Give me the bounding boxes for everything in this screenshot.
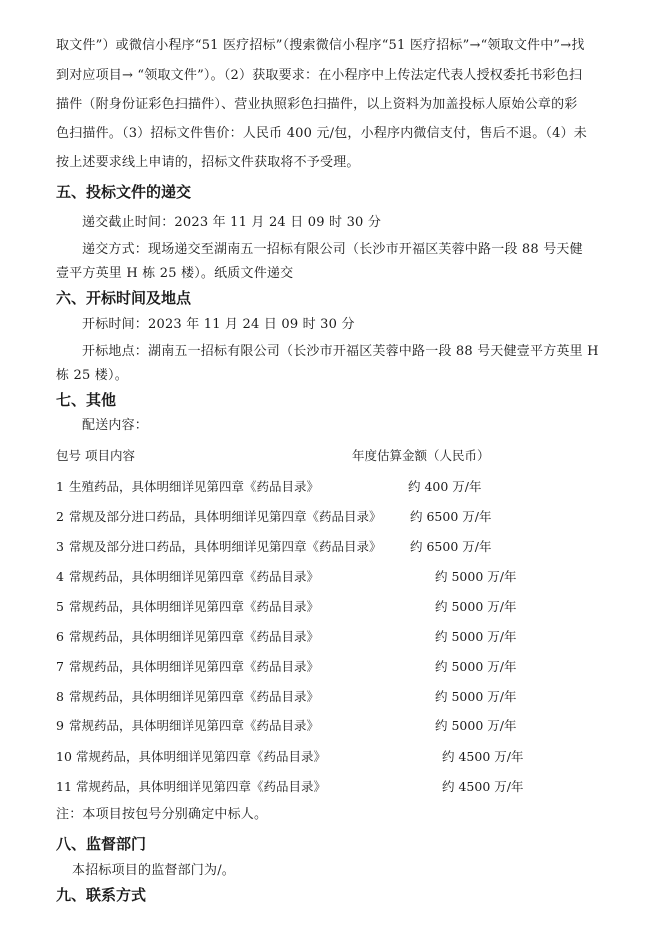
package-number: 7 bbox=[56, 659, 64, 674]
package-number: 4 bbox=[56, 569, 64, 584]
header-right: 年度估算金额（人民币） bbox=[352, 448, 490, 463]
submission-method-cont: 壹平方英里 H 栋 25 楼）。纸质文件递交 bbox=[56, 266, 294, 281]
intro-line: 描件（附身份证彩色扫描件）、营业执照彩色扫描件，以上资料为加盖投标人原始公章的彩 bbox=[56, 97, 578, 112]
opening-time: 开标时间：2023 年 11 月 24 日 09 时 30 分 bbox=[82, 317, 355, 332]
award-note: 注：本项目按包号分别确定中标人。 bbox=[56, 807, 268, 822]
package-content: 常规及部分进口药品，具体明细详见第四章《药品目录》 bbox=[69, 509, 382, 524]
package-amount: 约 5000 万/年 bbox=[435, 689, 517, 704]
package-content: 常规及部分进口药品，具体明细详见第四章《药品目录》 bbox=[69, 539, 382, 554]
package-content: 常规药品，具体明细详见第四章《药品目录》 bbox=[69, 569, 320, 584]
package-content: 常规药品，具体明细详见第四章《药品目录》 bbox=[69, 629, 320, 644]
intro-line: 取文件”）或微信小程序“51 医疗招标”（搜索微信小程序“51 医疗招标”→“领取文件中”→找 bbox=[56, 38, 585, 53]
intro-line: 到对应项目→ “领取文件”）。（2）获取要求：在小程序中上传法定代表人授权委托书彩色扫 bbox=[56, 68, 583, 83]
section-9-heading: 九、联系方式 bbox=[56, 886, 147, 904]
table-row bbox=[56, 747, 616, 767]
opening-place-cont: 栋 25 楼）。 bbox=[56, 368, 128, 383]
table-row bbox=[56, 777, 616, 797]
section-8-heading: 八、监督部门 bbox=[56, 835, 147, 853]
package-amount: 约 6500 万/年 bbox=[410, 509, 492, 524]
table-header bbox=[56, 446, 616, 466]
package-amount: 约 4500 万/年 bbox=[442, 779, 524, 794]
package-content: 常规药品，具体明细详见第四章《药品目录》 bbox=[69, 718, 320, 733]
section-6-heading: 六、开标时间及地点 bbox=[56, 289, 192, 307]
package-content: 常规药品，具体明细详见第四章《药品目录》 bbox=[69, 599, 320, 614]
table-row bbox=[56, 627, 616, 647]
package-number: 9 bbox=[56, 718, 64, 733]
package-number: 5 bbox=[56, 599, 64, 614]
header-left: 包号 项目内容 bbox=[56, 448, 135, 463]
package-content: 常规药品，具体明细详见第四章《药品目录》 bbox=[69, 689, 320, 704]
package-number: 1 bbox=[56, 479, 64, 494]
section-5-heading: 五、投标文件的递交 bbox=[56, 183, 192, 201]
table-row bbox=[56, 567, 616, 587]
package-amount: 约 5000 万/年 bbox=[435, 569, 517, 584]
package-amount: 约 6500 万/年 bbox=[410, 539, 492, 554]
package-amount: 约 5000 万/年 bbox=[435, 629, 517, 644]
package-amount: 约 400 万/年 bbox=[408, 479, 482, 494]
delivery-label: 配送内容： bbox=[82, 418, 149, 433]
package-amount: 约 5000 万/年 bbox=[435, 718, 517, 733]
table-row bbox=[56, 477, 616, 497]
table-row bbox=[56, 657, 616, 677]
package-content: 常规药品，具体明细详见第四章《药品目录》 bbox=[76, 749, 327, 764]
table-row bbox=[56, 507, 616, 527]
package-number: 11 bbox=[56, 779, 72, 794]
opening-place: 开标地点：湖南五一招标有限公司（长沙市开福区芙蓉中路一段 88 号天健壹平方英里 H bbox=[82, 344, 599, 359]
table-row bbox=[56, 687, 616, 707]
submission-deadline: 递交截止时间：2023 年 11 月 24 日 09 时 30 分 bbox=[82, 215, 382, 230]
package-content: 生殖药品，具体明细详见第四章《药品目录》 bbox=[69, 479, 320, 494]
supervision-text: 本招标项目的监督部门为/。 bbox=[72, 863, 235, 878]
package-amount: 约 5000 万/年 bbox=[435, 599, 517, 614]
package-number: 8 bbox=[56, 689, 64, 704]
package-amount: 约 5000 万/年 bbox=[435, 659, 517, 674]
package-content: 常规药品，具体明细详见第四章《药品目录》 bbox=[76, 779, 327, 794]
submission-method: 递交方式：现场递交至湖南五一招标有限公司（长沙市开福区芙蓉中路一段 88 号天健 bbox=[82, 242, 583, 257]
table-row bbox=[56, 537, 616, 557]
package-number: 6 bbox=[56, 629, 64, 644]
package-amount: 约 4500 万/年 bbox=[442, 749, 524, 764]
package-number: 10 bbox=[56, 749, 72, 764]
package-number: 2 bbox=[56, 509, 64, 524]
intro-line: 按上述要求线上申请的，招标文件获取将不予受理。 bbox=[56, 155, 360, 170]
table-row bbox=[56, 716, 616, 736]
package-number: 3 bbox=[56, 539, 64, 554]
table-row bbox=[56, 597, 616, 617]
intro-line: 色扫描件。（3）招标文件售价：人民币 400 元/包，小程序内微信支付，售后不退。（4）未 bbox=[56, 126, 587, 141]
section-7-heading: 七、其他 bbox=[56, 391, 117, 409]
package-content: 常规药品，具体明细详见第四章《药品目录》 bbox=[69, 659, 320, 674]
